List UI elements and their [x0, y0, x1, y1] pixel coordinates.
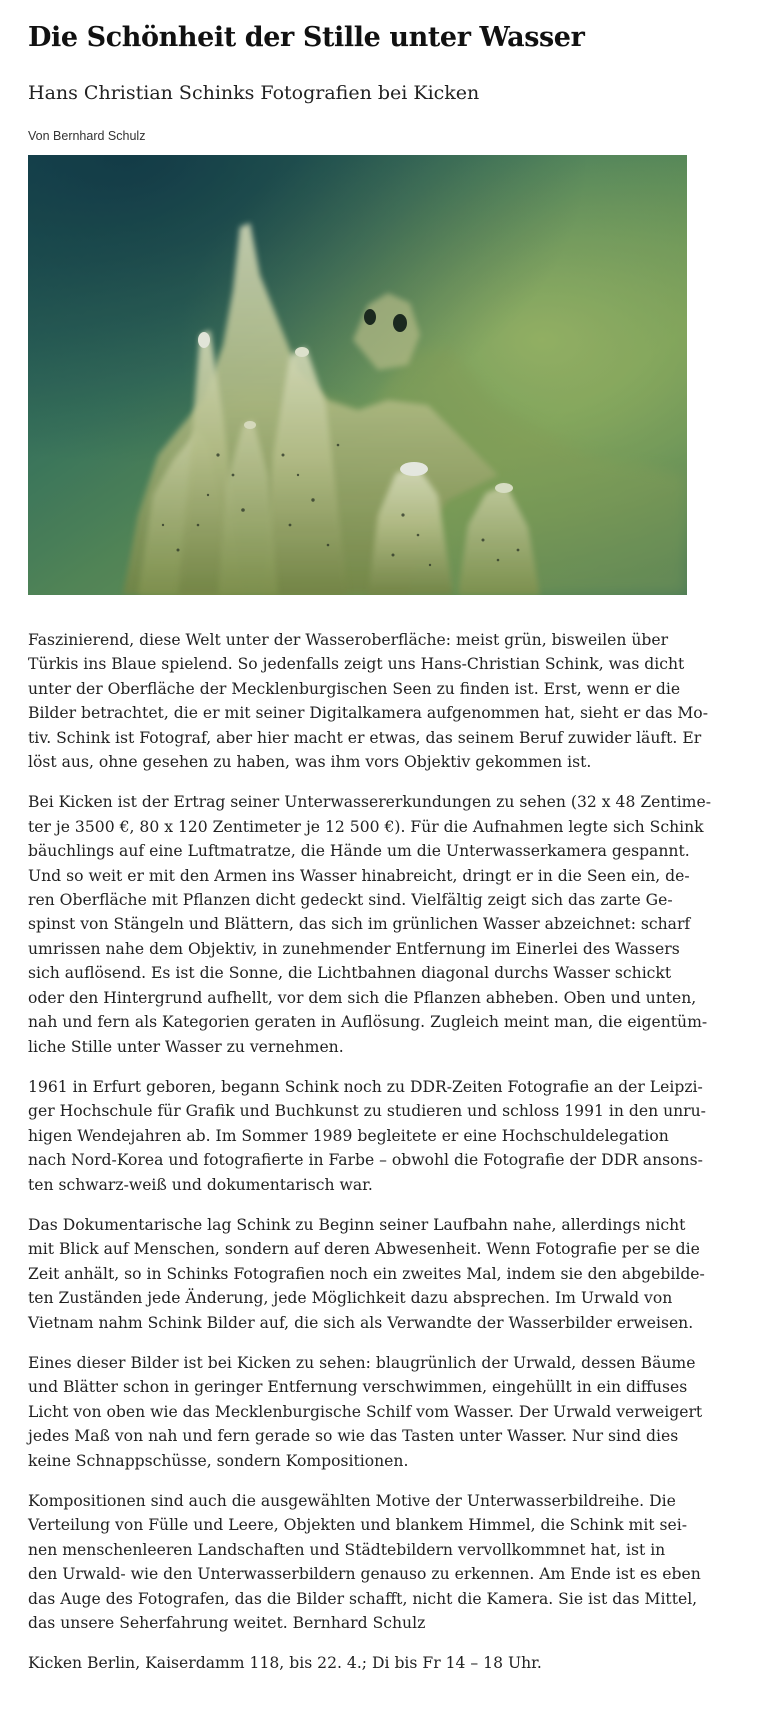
- author-byline: Von Bernhard Schulz: [28, 129, 146, 143]
- paragraph-5: Eines dieser Bilder ist bei Kicken zu sehen: blaugrünlich der Urwald, dessen Bäume und Blätter schon in geringer Entfernung verschwimmen, eingehüllt in ein diffuses Licht von oben wie das Mecklenburgische Schilf vom Wasser. Der Urwald verweigert jedes Maß von nah und fern gerade so wie das Tasten unter Wasser. Nur sind dies keine Schnappschüsse, sondern Kompositionen.: [28, 1353, 703, 1470]
- paragraph-2: Bei Kicken ist der Ertrag seiner Unterwassererkundungen zu sehen (32 x 48 Zentime- ter je 3500 €, 80 x 120 Zentimeter je 12 500 €). Für die Aufnahmen legte sich Schink bäuchlings auf eine Luftmatratze, die Hände um die Unterwasserkamera gespannt. Und so weit er mit den Armen ins Wasser hinabreicht, dringt er in die Seen ein, de- ren Oberfläche mit Pflanzen dicht gedeckt sind. Vielfältig zeigt sich das zarte Ge- spinst von Stängeln und Blättern, das sich im grünlichen Wasser abzeichnet: scharf umrissen nahe dem Objektiv, in zunehmender Entfernung im Einerlei des Wassers sich auflösend. Es ist die Sonne, die Lichtbahnen diagonal durchs Wasser schickt oder den Hintergrund aufhellt, vor dem sich die Pflanzen abheben. Oben und unten, nah und fern als Kategorien geraten in Auflösung. Zugleich meint man, die eigentüm- liche Stille unter Wasser zu vernehmen.: [28, 793, 711, 1056]
- article-subtitle: Hans Christian Schinks Fotografien bei Kicken: [28, 82, 480, 104]
- paragraph-3: 1961 in Erfurt geboren, begann Schink noch zu DDR-Zeiten Fotografie an der Leipzi- ger Hochschule für Grafik und Buchkunst zu studieren und schloss 1991 in den unru- higen Wendejahren ab. Im Sommer 1989 begleitete er eine Hochschuldelegation nach Nord-Korea und fotografierte in Farbe – obwohl die Fotografie der DDR ansons- ten schwarz-weiß und dokumentarisch war.: [28, 1077, 706, 1194]
- exhibition-info: Kicken Berlin, Kaiserdamm 118, bis 22. 4.; Di bis Fr 14 – 18 Uhr.: [28, 1654, 542, 1673]
- article-body: [28, 628, 728, 1692]
- paragraph-6: Kompositionen sind auch die ausgewählten Motive der Unterwasserbildreihe. Die Verteilung von Fülle und Leere, Objekten und blankem Himmel, die Schink mit sei- nen menschenleeren Landschaften und Städtebildern vervollkommnet hat, ist in den Urwald- wie den Unterwasserbildern genauso zu erkennen. Am Ende ist es eben das Auge des Fotografen, das die Bilder schafft, nicht die Kamera. Sie ist das Mittel, das unsere Seherfahrung weitet. Bernhard Schulz: [28, 1492, 701, 1633]
- paragraph-1: Faszinierend, diese Welt unter der Wasseroberfläche: meist grün, bisweilen über Türkis ins Blaue spielend. So jedenfalls zeigt uns Hans-Christian Schink, was dicht unter der Oberfläche der Mecklenburgischen Seen zu finden ist. Erst, wenn er die Bilder betrachtet, die er mit seiner Digitalkamera aufgenommen hat, sieht er das Mo- tiv. Schink ist Fotograf, aber hier macht er etwas, das seinem Beruf zuwider läuft. Er löst aus, ohne gesehen zu haben, was ihm vors Objektiv gekommen ist.: [28, 631, 708, 772]
- underwater-photo: [28, 155, 687, 595]
- article-title: Die Schönheit der Stille unter Wasser: [28, 22, 585, 53]
- underwater-photo-icon: [28, 155, 687, 595]
- paragraph-4: Das Dokumentarische lag Schink zu Beginn seiner Laufbahn nahe, allerdings nicht mit Blick auf Menschen, sondern auf deren Abwesenheit. Wenn Fotografie per se die Zeit anhält, so in Schinks Fotografien noch ein zweites Mal, indem sie den abgebilde- ten Zuständen jede Änderung, jede Möglichkeit dazu absprechen. Im Urwald von Vietnam nahm Schink Bilder auf, die sich als Verwandte der Wasserbilder erweisen.: [28, 1215, 705, 1332]
